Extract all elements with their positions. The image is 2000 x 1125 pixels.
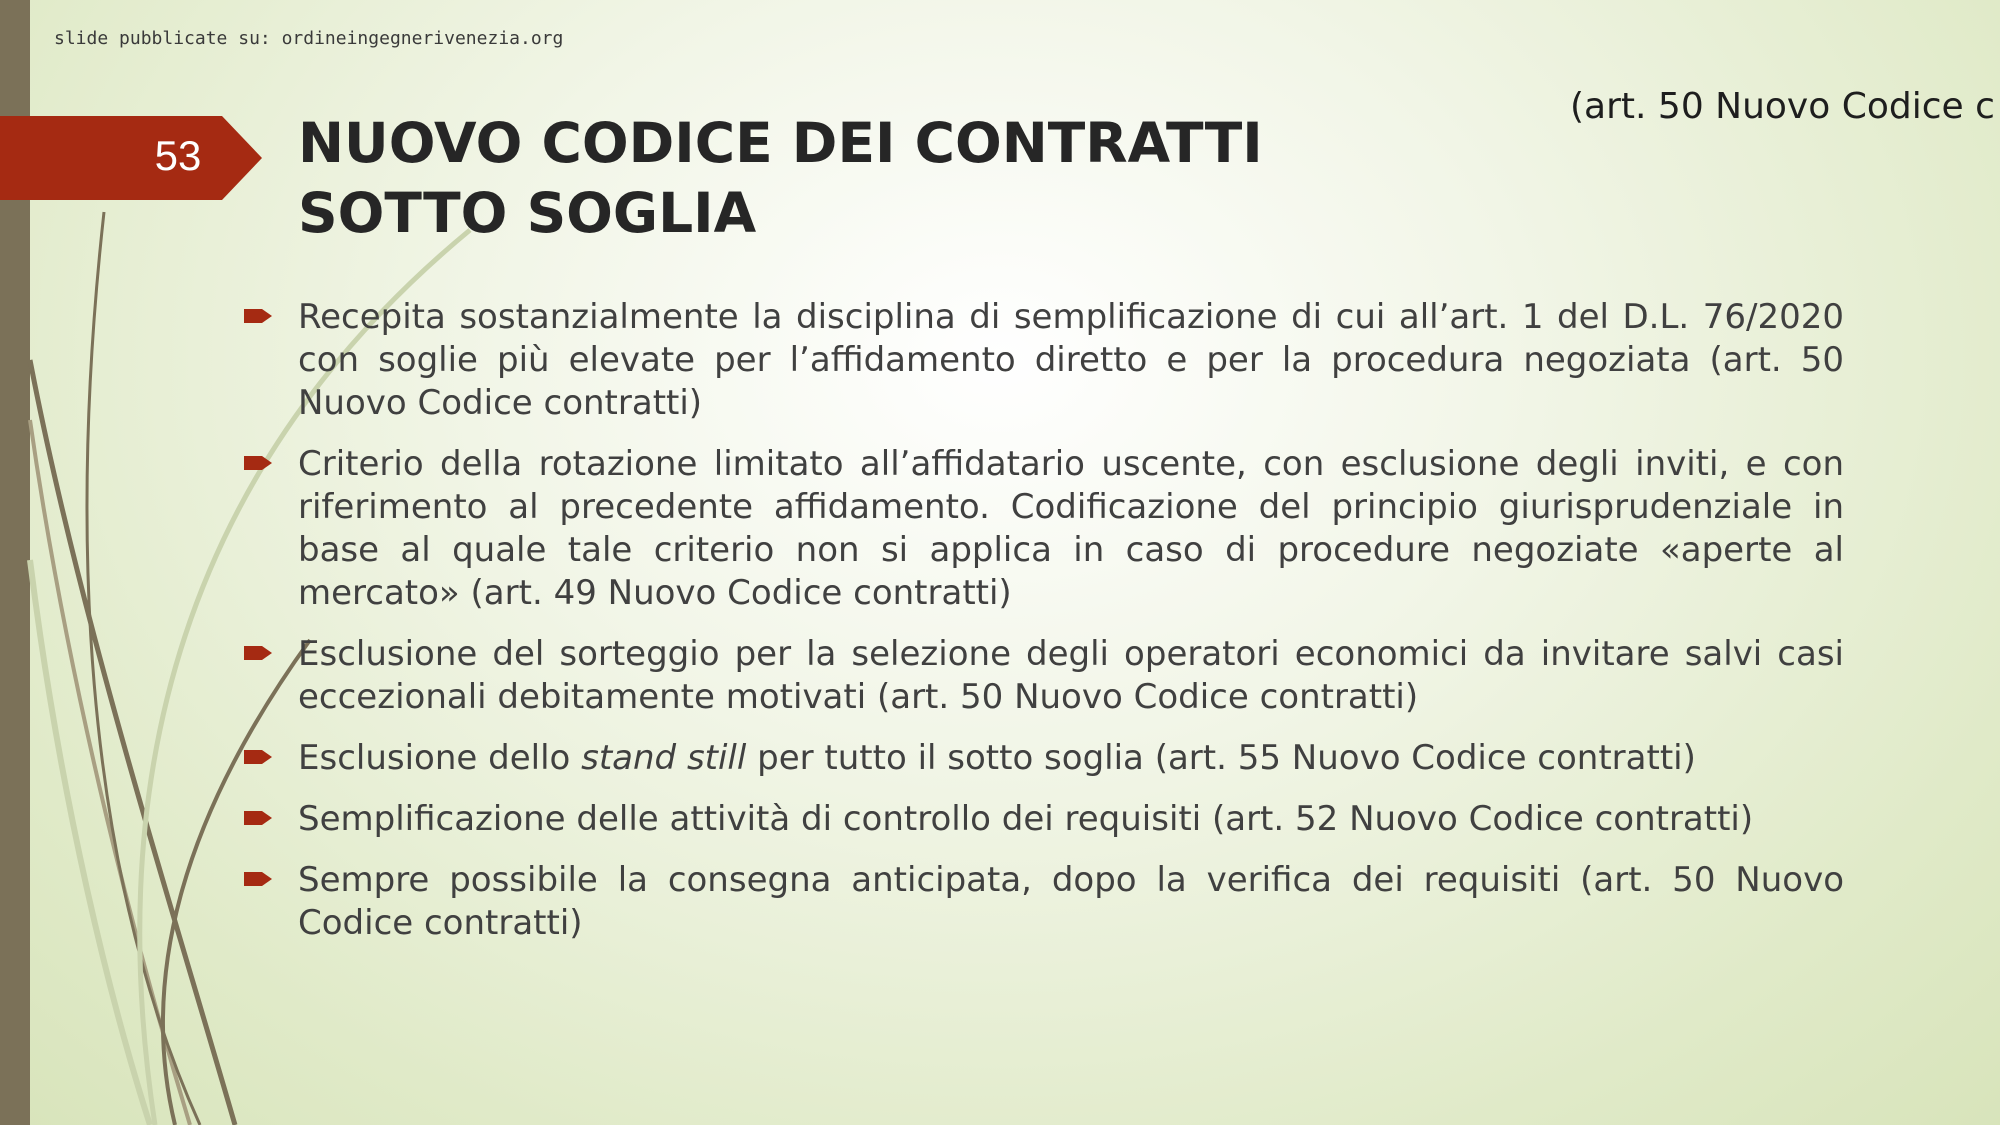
corner-reference-note: (art. 50 Nuovo Codice c [1570, 86, 1995, 127]
arrow-bullet-icon [244, 453, 274, 473]
bullet-list [242, 296, 1844, 963]
bullet-text: Sempre possibile la consegna anticipata, dopo la verifica dei requisiti (art. 50 Nuovo Codice contratti) [298, 860, 1844, 943]
slide-title-line-2: SOTTO SOGLIA [298, 181, 757, 245]
arrow-bullet-icon [244, 643, 274, 663]
arrow-bullet-icon [244, 306, 274, 326]
bullet-item [242, 798, 1844, 841]
bullet-item [242, 737, 1844, 780]
arrow-bullet-icon [244, 869, 274, 889]
slide-number-tab [0, 116, 262, 200]
bullet-item [242, 859, 1844, 945]
bullet-text: Esclusione del sorteggio per la selezione degli operatori economici da invitare salvi casi eccezionali debitamente motivati (art. 50 Nuovo Codice contratti) [298, 634, 1844, 717]
arrow-bullet-icon [244, 808, 274, 828]
bullet-item [242, 443, 1844, 615]
bullet-text-post: per tutto il sotto soglia (art. 55 Nuovo Codice contratti) [746, 738, 1696, 778]
bullet-text-pre: Esclusione dello [298, 738, 582, 778]
bullet-text [298, 738, 1696, 778]
slide-number: 53 [154, 132, 202, 179]
slide-title [298, 108, 1263, 248]
slide-title-line-1: NUOVO CODICE DEI CONTRATTI [298, 111, 1263, 175]
arrow-bullet-icon [244, 747, 274, 767]
header-source-note: slide pubblicate su: ordineingegnerivenezia.org [54, 28, 564, 49]
bullet-text: Criterio della rotazione limitato all’affidatario uscente, con esclusione degli inviti, e con riferimento al precedente affidamento. Codificazione del principio giurisprudenziale in base al quale tale criterio non si applica in caso di procedure negoziate «aperte al mercato» (art. 49 Nuovo Codice contratti) [298, 444, 1844, 613]
bullet-text: Recepita sostanzialmente la disciplina di semplificazione di cui all’art. 1 del D.L. 76/2020 con soglie più elevate per l’affidamento diretto e per la procedura negoziata (art. 50 Nuovo Codice contratti) [298, 297, 1844, 423]
bullet-item [242, 296, 1844, 425]
bullet-text: Semplificazione delle attività di controllo dei requisiti (art. 52 Nuovo Codice contratti) [298, 799, 1754, 839]
bullet-text-italic: stand still [581, 738, 747, 778]
bullet-item [242, 633, 1844, 719]
